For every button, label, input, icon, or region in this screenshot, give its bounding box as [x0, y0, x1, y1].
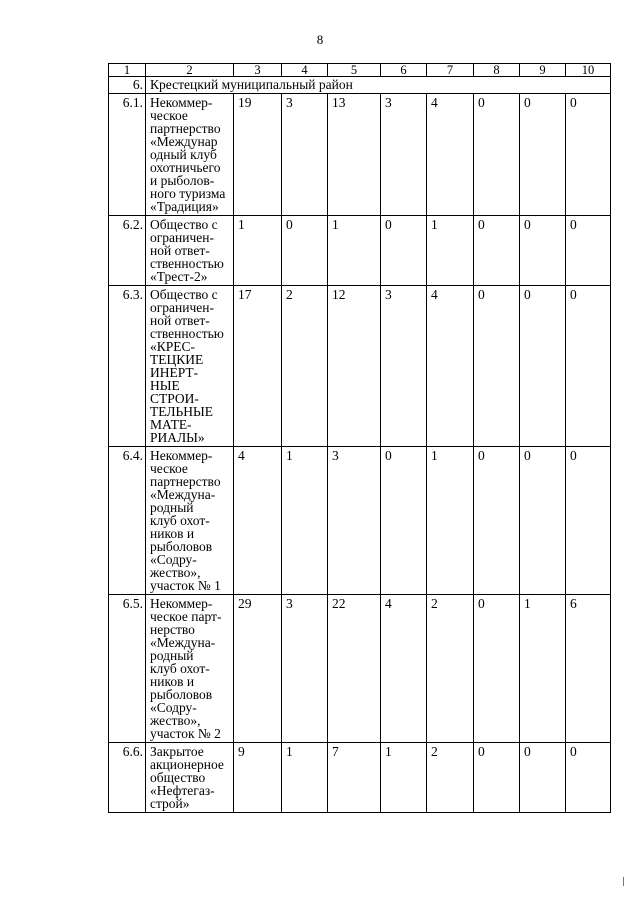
value-cell-col-8: 0 — [474, 447, 520, 595]
value-cell-col-3: 9 — [234, 743, 282, 813]
table-row — [109, 595, 611, 743]
column-header: 10 — [566, 64, 611, 77]
value-cell-col-9: 0 — [520, 447, 566, 595]
value-cell-col-6: 3 — [381, 94, 427, 216]
section-title: Крестецкий муниципальный район — [146, 77, 611, 94]
value-cell-col-7: 4 — [427, 286, 474, 447]
value-cell-col-4: 2 — [282, 286, 328, 447]
organization-name: Общество с ограничен- ной ответ- ственностью «КРЕС- ТЕЦКИЕ ИНЕРТ- НЫЕ СТРОИ- ТЕЛЬНЫЕ МАТЕ- РИАЛЫ» — [146, 286, 234, 447]
organization-name: Некоммер- ческое партнерство «Междуна- родный клуб охот- ников и рыболовов «Содру- жество», участок № 1 — [146, 447, 234, 595]
value-cell-col-10: 6 — [566, 595, 611, 743]
column-header: 3 — [234, 64, 282, 77]
value-cell-col-9: 0 — [520, 286, 566, 447]
value-cell-col-7: 1 — [427, 216, 474, 286]
value-cell-col-5: 13 — [328, 94, 381, 216]
value-cell-col-6: 0 — [381, 216, 427, 286]
column-header: 4 — [282, 64, 328, 77]
row-number: 6.4. — [109, 447, 146, 595]
row-number: 6.1. — [109, 94, 146, 216]
value-cell-col-9: 0 — [520, 216, 566, 286]
value-cell-col-7: 2 — [427, 743, 474, 813]
value-cell-col-5: 1 — [328, 216, 381, 286]
page-number: 8 — [316, 32, 324, 47]
value-cell-col-7: 2 — [427, 595, 474, 743]
column-header: 2 — [146, 64, 234, 77]
value-cell-col-3: 1 — [234, 216, 282, 286]
table-row — [109, 447, 611, 595]
column-header: 5 — [328, 64, 381, 77]
data-table — [108, 63, 611, 813]
section-number: 6. — [109, 77, 146, 94]
table-row — [109, 216, 611, 286]
value-cell-col-3: 19 — [234, 94, 282, 216]
value-cell-col-4: 1 — [282, 447, 328, 595]
value-cell-col-6: 1 — [381, 743, 427, 813]
page-edge-mark — [623, 877, 624, 886]
value-cell-col-10: 0 — [566, 216, 611, 286]
value-cell-col-8: 0 — [474, 595, 520, 743]
value-cell-col-10: 0 — [566, 447, 611, 595]
section-row — [109, 77, 611, 94]
value-cell-col-4: 3 — [282, 595, 328, 743]
value-cell-col-3: 29 — [234, 595, 282, 743]
value-cell-col-8: 0 — [474, 286, 520, 447]
value-cell-col-3: 4 — [234, 447, 282, 595]
column-header: 7 — [427, 64, 474, 77]
value-cell-col-10: 0 — [566, 94, 611, 216]
value-cell-col-4: 0 — [282, 216, 328, 286]
header-row — [109, 64, 611, 77]
organization-name: Закрытое акционерное общество «Нефтегаз- строй» — [146, 743, 234, 813]
row-number: 6.3. — [109, 286, 146, 447]
value-cell-col-9: 1 — [520, 595, 566, 743]
value-cell-col-5: 22 — [328, 595, 381, 743]
value-cell-col-9: 0 — [520, 743, 566, 813]
value-cell-col-8: 0 — [474, 216, 520, 286]
value-cell-col-7: 1 — [427, 447, 474, 595]
value-cell-col-4: 1 — [282, 743, 328, 813]
value-cell-col-5: 7 — [328, 743, 381, 813]
row-number: 6.5. — [109, 595, 146, 743]
value-cell-col-5: 12 — [328, 286, 381, 447]
value-cell-col-8: 0 — [474, 743, 520, 813]
value-cell-col-6: 4 — [381, 595, 427, 743]
column-header: 6 — [381, 64, 427, 77]
organization-name: Некоммер- ческое партнерство «Междунар одный клуб охотничьего и рыболов- ного туризма «Традиция» — [146, 94, 234, 216]
value-cell-col-6: 0 — [381, 447, 427, 595]
value-cell-col-10: 0 — [566, 743, 611, 813]
organization-name: Общество с ограничен- ной ответ- ственностью «Трест-2» — [146, 216, 234, 286]
organization-name: Некоммер- ческое парт- нерство «Междуна- родный клуб охот- ников и рыболовов «Содру- жество», участок № 2 — [146, 595, 234, 743]
column-header: 9 — [520, 64, 566, 77]
column-header: 8 — [474, 64, 520, 77]
table-row — [109, 743, 611, 813]
value-cell-col-8: 0 — [474, 94, 520, 216]
table-row — [109, 94, 611, 216]
value-cell-col-7: 4 — [427, 94, 474, 216]
value-cell-col-6: 3 — [381, 286, 427, 447]
value-cell-col-10: 0 — [566, 286, 611, 447]
value-cell-col-5: 3 — [328, 447, 381, 595]
value-cell-col-4: 3 — [282, 94, 328, 216]
column-header: 1 — [109, 64, 146, 77]
table-row — [109, 286, 611, 447]
row-number: 6.2. — [109, 216, 146, 286]
value-cell-col-9: 0 — [520, 94, 566, 216]
value-cell-col-3: 17 — [234, 286, 282, 447]
row-number: 6.6. — [109, 743, 146, 813]
